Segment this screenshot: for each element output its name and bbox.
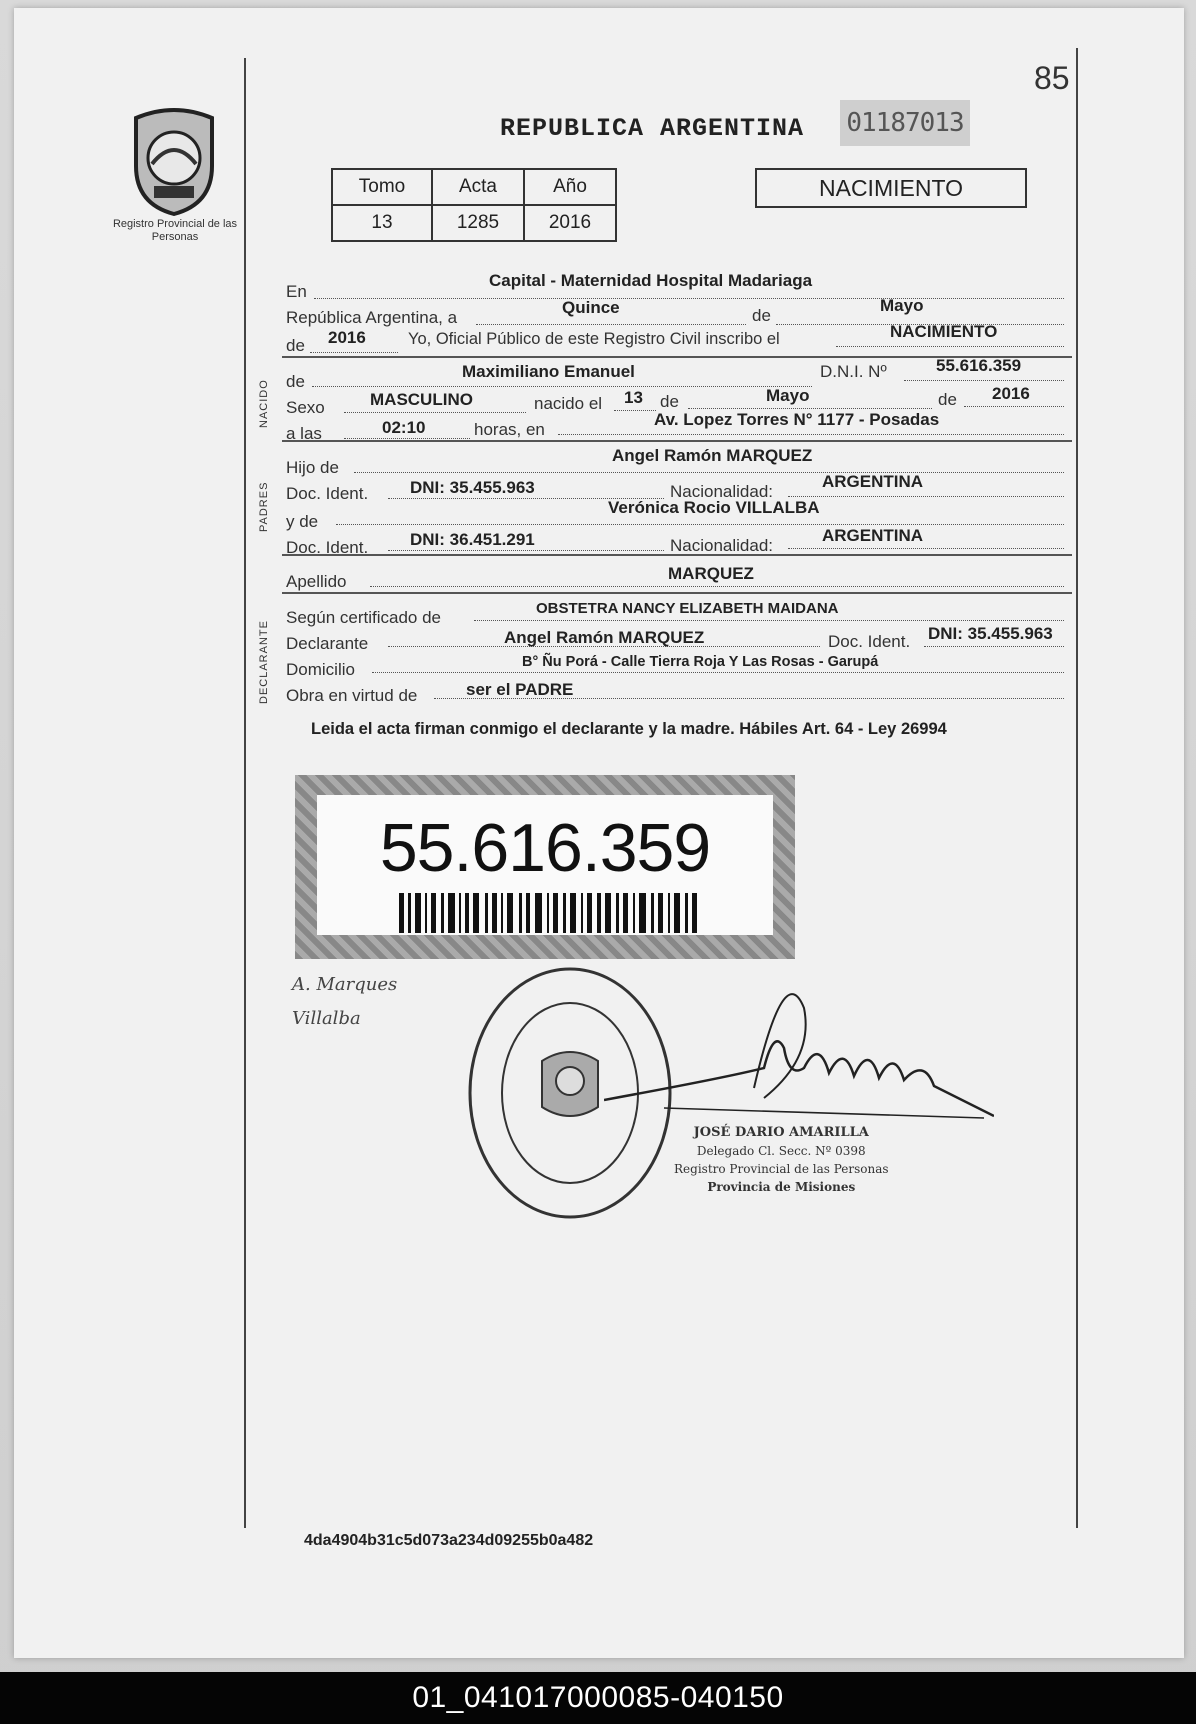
book-header-ano: Año xyxy=(524,169,616,205)
label-doc-ident-2: Doc. Ident. xyxy=(286,538,369,557)
value-year: 2016 xyxy=(328,328,366,347)
separator-3 xyxy=(282,554,1072,556)
separator-4 xyxy=(282,592,1072,594)
value-declarant: Angel Ramón MARQUEZ xyxy=(504,628,705,647)
official-name: JOSÉ DARIO AMARILLA xyxy=(693,1125,869,1140)
book-value-acta: 1285 xyxy=(432,205,524,241)
book-header-acta: Acta xyxy=(432,169,524,205)
value-birth-day: 13 xyxy=(624,388,643,407)
right-margin-line xyxy=(1076,48,1078,1528)
value-birth-place: Av. Lopez Torres N° 1177 - Posadas xyxy=(654,410,940,429)
barcode-icon xyxy=(399,893,699,933)
book-value-ano: 2016 xyxy=(524,205,616,241)
value-certificate: OBSTETRA NANCY ELIZABETH MAIDANA xyxy=(536,600,839,617)
province-crest-icon xyxy=(126,106,222,216)
dni-label xyxy=(295,775,795,959)
label-obra: Obra en virtud de xyxy=(286,686,418,705)
line-time xyxy=(344,438,470,439)
value-address: B° Ñu Porá - Calle Tierra Roja Y Las Rosas - Garupá xyxy=(522,654,879,670)
value-capacity: ser el PADRE xyxy=(466,680,574,699)
line-mother-doc xyxy=(388,550,664,551)
label-horas-en: horas, en xyxy=(474,420,545,439)
line-declarant-doc xyxy=(924,646,1064,647)
label-republica: República Argentina, a xyxy=(286,308,458,327)
side-label-declarante: DECLARANTE xyxy=(258,620,270,704)
country-title: REPUBLICA ARGENTINA xyxy=(500,114,805,143)
value-day-word: Quince xyxy=(562,298,620,317)
line-birth-year xyxy=(964,406,1064,407)
value-event: NACIMIENTO xyxy=(890,322,998,341)
label-de-4: de xyxy=(660,392,679,411)
footer-id-bar: 01_041017000085-040150 xyxy=(0,1672,1196,1724)
value-birth-year: 2016 xyxy=(992,384,1030,403)
document-type-box: NACIMIENTO xyxy=(755,168,1027,208)
label-de-1: de xyxy=(752,306,771,325)
birth-certificate-page xyxy=(14,8,1184,1658)
value-mother: Verónica Rocio VILLALBA xyxy=(608,498,820,517)
value-name: Maximiliano Emanuel xyxy=(462,362,635,381)
line-day xyxy=(476,324,746,325)
line-father xyxy=(354,472,1064,473)
label-sexo: Sexo xyxy=(286,398,325,417)
line-birth-day xyxy=(614,410,656,411)
closing-statement: Leida el acta firman conmigo el declarante y la madre. Hábiles Art. 64 - Ley 26994 xyxy=(311,720,947,738)
line-event xyxy=(836,346,1064,347)
value-father-doc: DNI: 35.455.963 xyxy=(410,478,535,497)
value-father-nationality: ARGENTINA xyxy=(822,472,924,491)
line-sex xyxy=(344,412,526,413)
value-time: 02:10 xyxy=(382,418,426,437)
line-mother-nationality xyxy=(788,548,1064,549)
handwritten-signatures xyxy=(292,968,397,1036)
label-de-2: de xyxy=(286,336,305,355)
side-label-nacido: NACIDO xyxy=(258,379,270,428)
label-dni: D.N.I. Nº xyxy=(820,362,887,381)
book-value-tomo: 13 xyxy=(332,205,432,241)
line-year xyxy=(310,352,398,353)
label-hijo-de: Hijo de xyxy=(286,458,339,477)
label-apellido: Apellido xyxy=(286,572,347,591)
signature-father: A. Marques xyxy=(292,974,398,995)
label-nacido-el: nacido el xyxy=(534,394,603,413)
book-table xyxy=(331,168,617,242)
official-block xyxy=(674,1124,889,1196)
line-father-nationality xyxy=(788,496,1064,497)
line-certificate xyxy=(474,620,1064,621)
label-de-5: de xyxy=(938,390,957,409)
value-mother-nationality: ARGENTINA xyxy=(822,526,924,545)
left-margin-line xyxy=(244,58,246,1528)
line-address xyxy=(372,672,1064,673)
page-number: 85 xyxy=(1034,60,1070,96)
separator-2 xyxy=(282,440,1072,442)
label-nacionalidad-2: Nacionalidad: xyxy=(670,536,774,555)
line-mother xyxy=(336,524,1064,525)
label-doc-ident-1: Doc. Ident. xyxy=(286,484,369,503)
value-birth-month: Mayo xyxy=(766,386,810,405)
signature-mother: Villalba xyxy=(292,1008,361,1029)
label-doc-ident-3: Doc. Ident. xyxy=(828,632,911,651)
label-declarante: Declarante xyxy=(286,634,369,653)
line-surname xyxy=(370,586,1064,587)
value-sex: MASCULINO xyxy=(370,390,473,409)
official-title: Delegado Cl. Secc. Nº 0398 xyxy=(696,1144,866,1158)
side-label-padres: PADRES xyxy=(258,481,270,532)
dni-label-inner xyxy=(317,795,773,935)
line-dni xyxy=(904,380,1064,381)
value-father: Angel Ramón MARQUEZ xyxy=(612,446,813,465)
value-dni: 55.616.359 xyxy=(936,356,1022,375)
label-domicilio: Domicilio xyxy=(286,660,355,679)
value-mother-doc: DNI: 36.451.291 xyxy=(410,530,535,549)
document-hash: 4da4904b31c5d073a234d09255b0a482 xyxy=(304,1532,594,1549)
label-de-3: de xyxy=(286,372,305,391)
label-a-las: a las xyxy=(286,424,322,443)
line-birth-place xyxy=(558,434,1064,435)
official-province: Provincia de Misiones xyxy=(707,1180,856,1194)
label-en: En xyxy=(286,282,307,301)
value-place: Capital - Maternidad Hospital Madariaga xyxy=(489,271,813,290)
label-yo: Yo, Oficial Público de este Registro Civil inscribo el xyxy=(408,330,780,348)
dni-label-number: 55.616.359 xyxy=(379,810,711,886)
value-surname: MARQUEZ xyxy=(668,564,754,583)
line-name xyxy=(312,386,812,387)
official-office: Registro Provincial de las Personas xyxy=(674,1162,889,1176)
value-month: Mayo xyxy=(880,296,924,315)
value-declarant-doc: DNI: 35.455.963 xyxy=(928,624,1053,643)
serial-number: 01187013 xyxy=(840,100,970,146)
label-nacionalidad-1: Nacionalidad: xyxy=(670,482,774,501)
label-segun: Según certificado de xyxy=(286,608,441,627)
line-place xyxy=(314,298,1064,299)
label-y-de: y de xyxy=(286,512,319,531)
book-header-tomo: Tomo xyxy=(332,169,432,205)
line-birth-month xyxy=(688,408,932,409)
crest-caption: Registro Provincial de las Personas xyxy=(112,218,238,243)
